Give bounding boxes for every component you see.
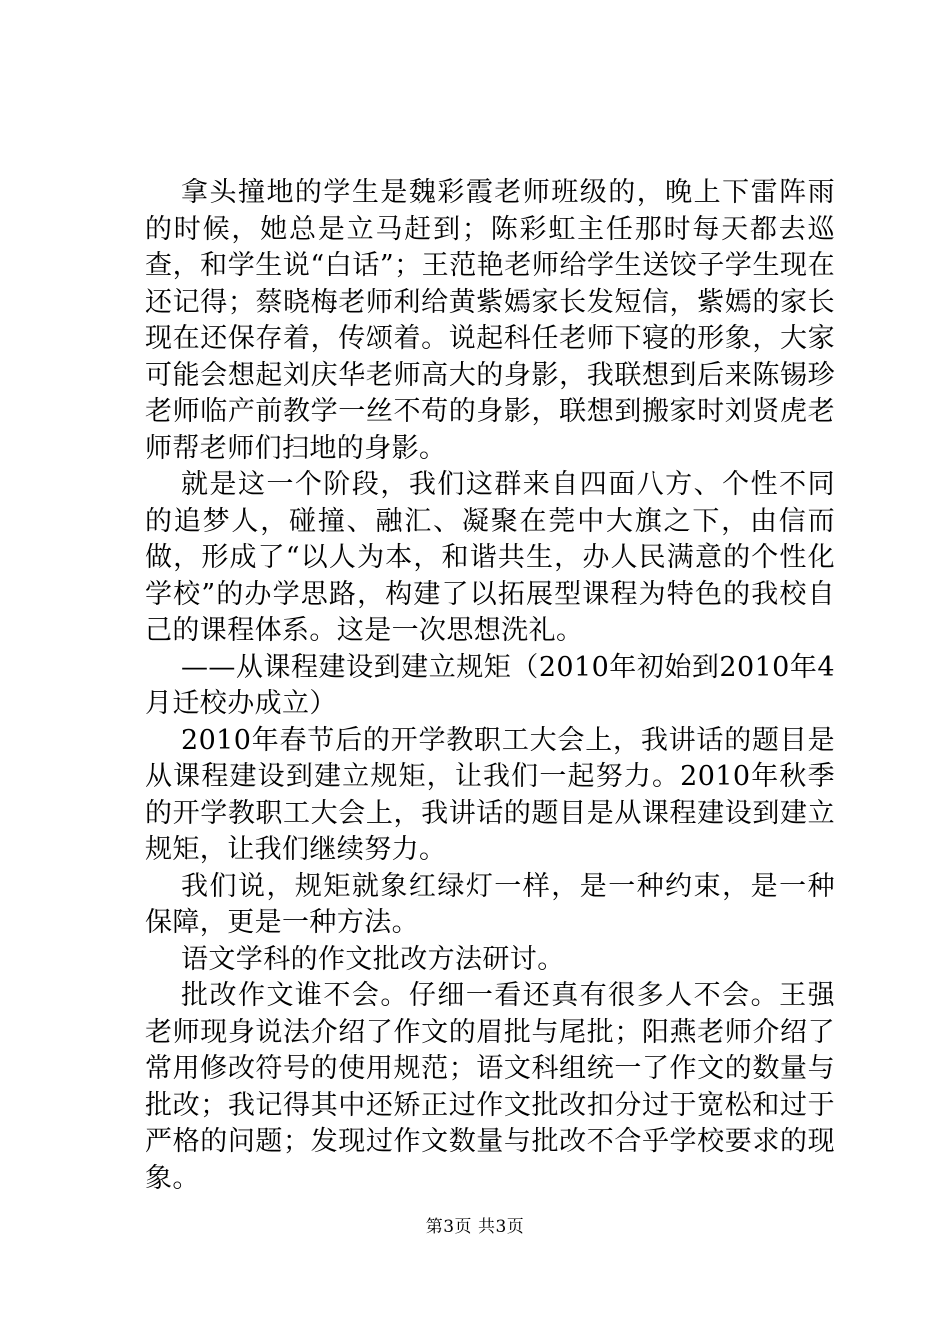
- paragraph-5: 语文学科的作文批改方法研讨。: [181, 943, 565, 975]
- paragraph-3: 2010年春节后的开学教职工大会上，我讲话的题目是从课程建设到建立规矩，让我们一起努力。2010年秋季的开学教职工大会上，我讲话的题目是从课程建设到建立规矩，让我们继续努力。: [145, 724, 835, 865]
- document-body: [145, 175, 835, 1197]
- paragraph-6: 批改作文谁不会。仔细一看还真有很多人不会。王强老师现身说法介绍了作文的眉批与尾批；阳燕老师介绍了常用修改符号的使用规范；语文科组统一了作文的数量与批改；我记得其中还矫正过作文批改扣分过于宽松和过于严格的问题；发现过作文数量与批改不合乎学校要求的现象。: [145, 980, 835, 1194]
- paragraph-4: 我们说，规矩就象红绿灯一样，是一种约束，是一种保障，更是一种方法。: [145, 870, 835, 938]
- paragraph-section-heading: ——从课程建设到建立规矩（2010年初始到2010年4月迁校办成立）: [145, 651, 835, 719]
- paragraph-1: 拿头撞地的学生是魏彩霞老师班级的，晚上下雷阵雨的时候，她总是立马赶到；陈彩虹主任那时每天都去巡查，和学生说“白话”；王范艳老师给学生送饺子学生现在还记得；蔡晓梅老师利给黄紫嫣家长发短信，紫嫣的家长现在还保存着，传颂着。说起科任老师下寝的形象，大家可能会想起刘庆华老师高大的身影，我联想到后来陈锡珍老师临产前教学一丝不苟的身影，联想到搬家时刘贤虎老师帮老师们扫地的身影。: [145, 177, 835, 464]
- paragraph-2: 就是这一个阶段，我们这群来自四面八方、个性不同的追梦人，碰撞、融汇、凝聚在莞中大旗之下，由信而做，形成了“以人为本，和谐共生，办人民满意的个性化学校”的办学思路，构建了以拓展型课程为特色的我校自己的课程体系。这是一次思想洗礼。: [145, 469, 835, 646]
- page-number-footer: 第3页 共3页: [425, 1217, 525, 1237]
